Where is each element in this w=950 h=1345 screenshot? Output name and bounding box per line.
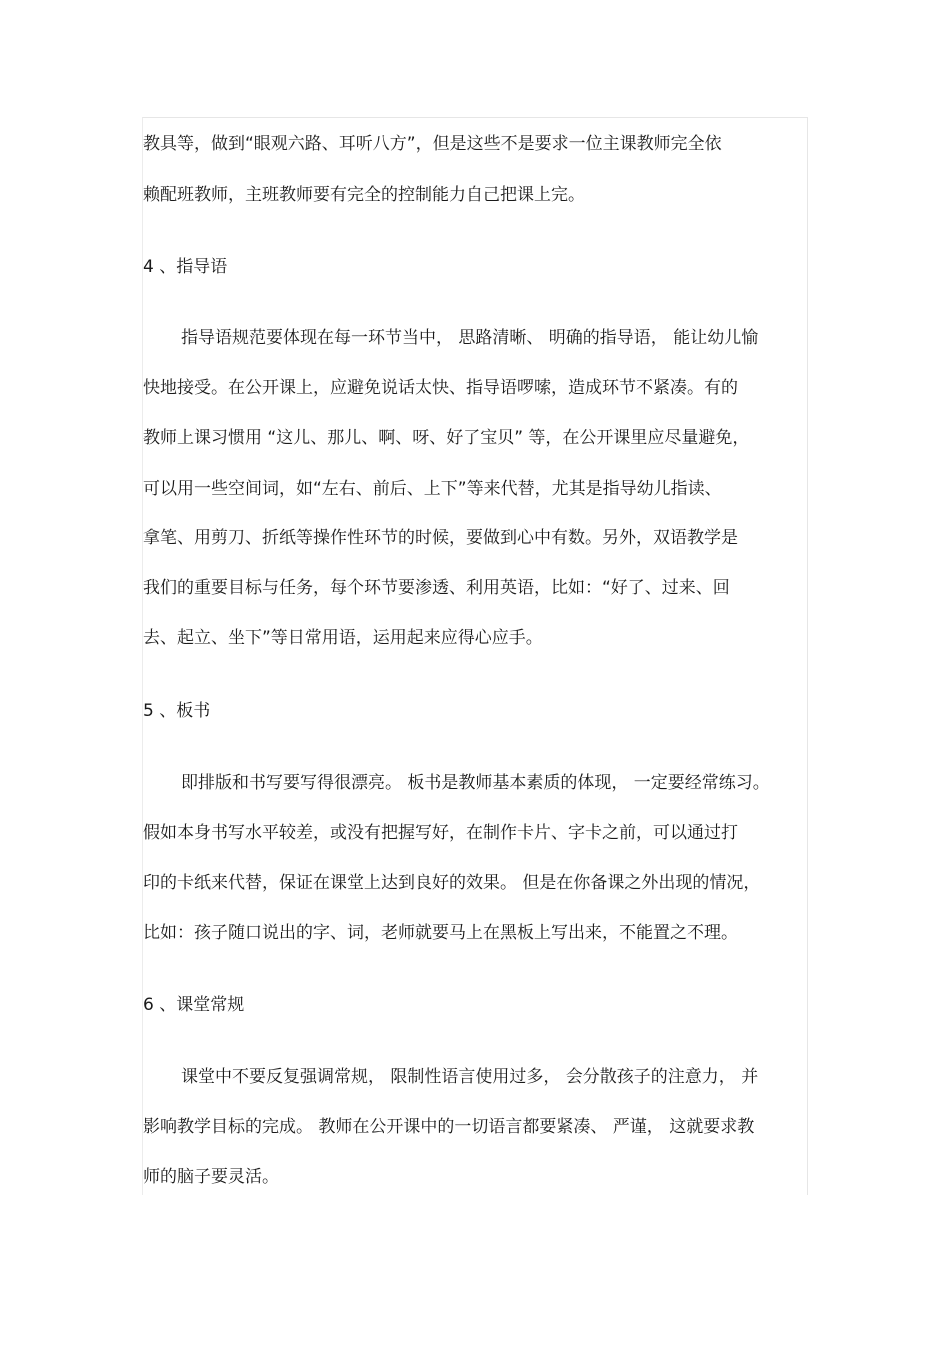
paragraph-line: 可以用一些空间词，如“左右、前后、上下”等来代替，尤其是指导幼儿指读、	[143, 479, 722, 499]
paragraph-line: 假如本身书写水平较差，或没有把握写好，在制作卡片、字卡之前，可以通过打	[143, 823, 738, 843]
paragraph-line: 指导语规范要体现在每一环节当中， 思路清晰、 明确的指导语， 能让幼儿愉	[181, 328, 759, 348]
paragraph-line: 印的卡纸来代替，保证在课堂上达到良好的效果。 但是在你备课之外出现的情况，	[143, 873, 761, 893]
paragraph-line: 师的脑子要灵活。	[143, 1167, 279, 1187]
paragraph-line: 即排版和书写要写得很漂亮。 板书是教师基本素质的体现， 一定要经常练习。	[181, 773, 770, 793]
paragraph-line: 赖配班教师，主班教师要有完全的控制能力自己把课上完。	[143, 185, 585, 205]
paragraph-line: 比如：孩子随口说出的字、词，老师就要马上在黑板上写出来，不能置之不理。	[143, 923, 738, 943]
paragraph-line: 去、起立、坐下”等日常用语，运用起来应得心应手。	[143, 628, 543, 648]
paragraph-line: 教具等，做到“眼观六路、耳听八方”，但是这些不是要求一位主课教师完全依	[143, 134, 722, 154]
paragraph-line: 快地接受。在公开课上，应避免说话太快、指导语啰嗦，造成环节不紧凑。有的	[143, 378, 738, 398]
section-heading-5: 5 、板书	[143, 701, 211, 721]
section-heading-4: 4 、指导语	[143, 257, 228, 277]
section-heading-6: 6 、课堂常规	[143, 995, 245, 1015]
paragraph-line: 我们的重要目标与任务，每个环节要渗透、利用英语，比如：“好了、过来、回	[143, 578, 730, 598]
paragraph-line: 影响教学目标的完成。 教师在公开课中的一切语言都要紧凑、 严谨， 这就要求教	[143, 1117, 755, 1137]
paragraph-line: 课堂中不要反复强调常规， 限制性语言使用过多， 会分散孩子的注意力， 并	[181, 1067, 759, 1087]
page-frame	[142, 117, 808, 1195]
paragraph-line: 教师上课习惯用 “这儿、那儿、啊、呀、好了宝贝” 等，在公开课里应尽量避免，	[143, 428, 750, 448]
paragraph-line: 拿笔、用剪刀、折纸等操作性环节的时候，要做到心中有数。另外，双语教学是	[143, 528, 738, 548]
